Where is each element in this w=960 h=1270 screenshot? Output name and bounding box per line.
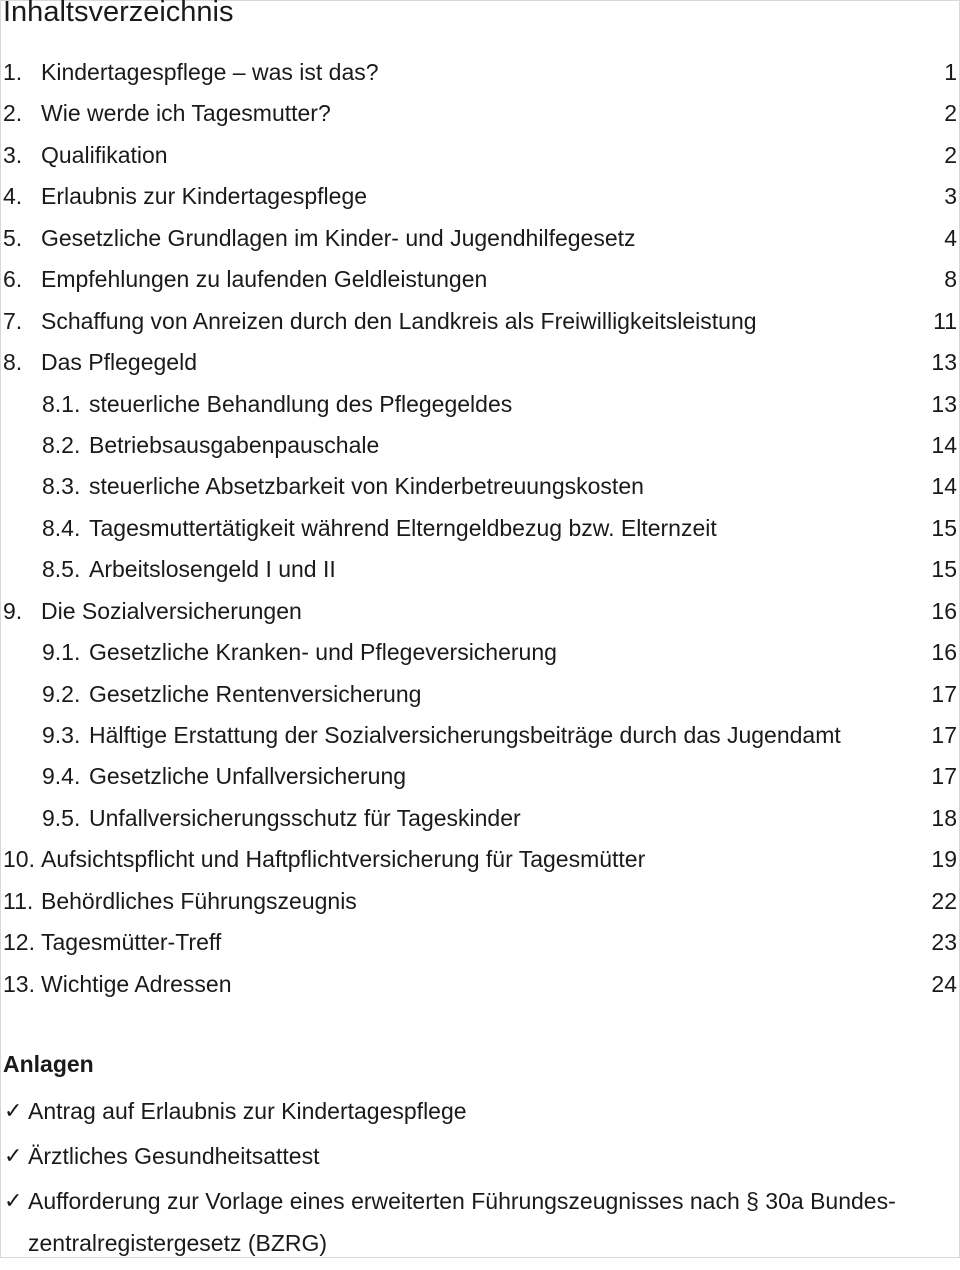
toc-entry-page: 13: [931, 349, 957, 376]
toc-entry-title: Arbeitslosengeld I und II: [89, 556, 336, 583]
page-title: Inhaltsverzeichnis: [3, 0, 234, 28]
toc-entry-number: 9.3.: [42, 722, 81, 748]
toc-entry-page: 19: [931, 846, 957, 873]
toc-entry: [0, 384, 960, 425]
toc-entry-page: 22: [931, 887, 957, 914]
toc-entry: [0, 508, 960, 549]
toc-entry-number: 5.: [3, 224, 23, 251]
toc-entry-number: 13.: [3, 970, 35, 997]
toc-entry-number: 4.: [3, 183, 23, 210]
toc-entry-title: Behördliches Führungszeugnis: [41, 887, 357, 914]
toc-entry: [0, 881, 960, 922]
toc-entry-page: 13: [931, 390, 957, 417]
toc-entry-number: 9.5.: [42, 804, 81, 831]
toc-entry: [0, 218, 960, 259]
toc-entry-number: 8.: [3, 349, 23, 376]
toc-entry-number: 1.: [3, 59, 23, 85]
anlage-item: [0, 1135, 960, 1180]
toc-entry: [0, 466, 960, 507]
toc-entry-page: 2: [944, 100, 957, 127]
toc-entry-page: 11: [933, 307, 957, 334]
toc-entry-title: Das Pflegegeld: [41, 349, 197, 376]
toc-entry-page: 15: [931, 556, 957, 583]
toc-entry-page: 16: [931, 639, 957, 666]
toc-entry: [0, 176, 960, 217]
toc-entry-number: 10.: [3, 846, 35, 873]
toc-entry-number: 6.: [3, 266, 23, 293]
toc-entry-title: Gesetzliche Kranken- und Pflegeversicherung: [89, 639, 557, 666]
toc-entry-number: 2.: [3, 100, 23, 127]
toc-entry-number: 8.4.: [42, 514, 81, 541]
toc-entry-number: 8.2.: [42, 431, 81, 458]
toc-entry-title: Schaffung von Anreizen durch den Landkreis als Freiwilligkeitsleistung: [41, 307, 757, 334]
anlage-item-text: Ärztliches Gesundheitsattest: [28, 1143, 320, 1169]
checkmark-icon: ✓: [4, 1143, 23, 1168]
toc-entry: [0, 135, 960, 176]
toc-entry-title: Tagesmütter-Treff: [41, 929, 222, 956]
toc-entry-page: 1: [944, 59, 957, 85]
toc-entry-title: Qualifikation: [41, 141, 168, 168]
toc-entry-number: 11.: [3, 887, 34, 914]
toc-entry-title: Gesetzliche Grundlagen im Kinder- und Jugendhilfegesetz: [41, 224, 636, 251]
toc-entry-page: 16: [931, 597, 957, 624]
toc-entry-page: 2: [944, 141, 957, 168]
toc-entry-title: Gesetzliche Unfallversicherung: [89, 763, 407, 790]
anlage-item-text: Antrag auf Erlaubnis zur Kindertagespflege: [28, 1098, 467, 1124]
toc-entry-number: 9.2.: [42, 680, 81, 707]
toc-entry-title: Empfehlungen zu laufenden Geldleistungen: [41, 266, 488, 293]
toc-entry: [0, 798, 960, 839]
toc-entry: [0, 301, 960, 342]
anlagen-list: [0, 1090, 960, 1270]
toc-entry-number: 3.: [3, 141, 23, 168]
toc-entry-title: Aufsichtspflicht und Haftpflichtversicherung für Tagesmütter: [41, 846, 646, 873]
toc-entry: [0, 922, 960, 963]
table-of-contents: [0, 52, 960, 1005]
toc-entry-title: Betriebsausgabenpauschale: [89, 431, 380, 458]
toc-entry-title: Wie werde ich Tagesmutter?: [41, 100, 331, 127]
toc-entry: [0, 425, 960, 466]
toc-entry: [0, 839, 960, 880]
toc-entry-title: Erlaubnis zur Kindertagespflege: [41, 183, 368, 210]
toc-entry: [0, 964, 960, 1005]
toc-entry-page: 14: [931, 431, 957, 458]
toc-entry-page: 23: [931, 929, 957, 956]
toc-entry-title: Unfallversicherungsschutz für Tageskinder: [89, 804, 521, 831]
toc-entry-title: Wichtige Adressen: [41, 970, 232, 997]
anlage-item-text-continued: zentralregistergesetz (BZRG): [28, 1230, 328, 1256]
toc-entry-number: 9.4.: [42, 763, 81, 790]
toc-entry-page: 15: [931, 514, 957, 541]
anlagen-heading: Anlagen: [3, 1051, 94, 1077]
toc-entry: [0, 93, 960, 134]
toc-entry: [0, 674, 960, 715]
toc-entry: [0, 259, 960, 300]
toc-entry-number: 9.: [3, 597, 23, 624]
toc-entry-page: 17: [931, 763, 957, 790]
toc-entry-page: 8: [944, 266, 957, 293]
toc-entry: [0, 591, 960, 632]
checkmark-icon: ✓: [4, 1098, 23, 1123]
toc-entry: [0, 342, 960, 383]
toc-entry-number: 8.3.: [42, 473, 81, 500]
toc-entry-page: 17: [931, 680, 957, 707]
toc-entry: [0, 715, 960, 756]
checkmark-icon: ✓: [4, 1188, 23, 1213]
toc-entry-page: 3: [944, 183, 957, 210]
anlage-item: [0, 1180, 960, 1270]
toc-entry: [0, 632, 960, 673]
toc-entry-title: steuerliche Absetzbarkeit von Kinderbetreuungskosten: [89, 473, 644, 500]
toc-entry-number: 8.5.: [42, 556, 81, 583]
toc-entry-title: Die Sozialversicherungen: [41, 597, 302, 624]
toc-entry: [0, 756, 960, 797]
toc-entry-page: 4: [944, 224, 957, 251]
toc-entry-title: Tagesmuttertätigkeit während Elterngeldbezug bzw. Elternzeit: [89, 514, 717, 541]
toc-entry-page: 24: [931, 970, 957, 997]
toc-entry-title: Kindertagespflege – was ist das?: [41, 59, 379, 85]
anlage-item: [0, 1090, 960, 1135]
toc-entry-number: 8.1.: [42, 390, 81, 417]
toc-entry-page: 18: [931, 804, 957, 831]
toc-entry-page: 14: [931, 473, 957, 500]
toc-entry-number: 12.: [3, 929, 35, 956]
toc-entry-page: 17: [931, 722, 957, 748]
toc-entry: [0, 549, 960, 590]
anlage-item-text: Aufforderung zur Vorlage eines erweiterten Führungszeugnisses nach § 30a Bundes-: [28, 1188, 896, 1214]
toc-entry-title: steuerliche Behandlung des Pflegegeldes: [89, 390, 513, 417]
toc-entry-number: 7.: [3, 307, 23, 334]
toc-entry-title: Hälftige Erstattung der Sozialversicherungsbeiträge durch das Jugendamt: [89, 722, 841, 748]
toc-entry-title: Gesetzliche Rentenversicherung: [89, 680, 422, 707]
toc-entry-number: 9.1.: [42, 639, 81, 666]
toc-entry: [0, 52, 960, 93]
